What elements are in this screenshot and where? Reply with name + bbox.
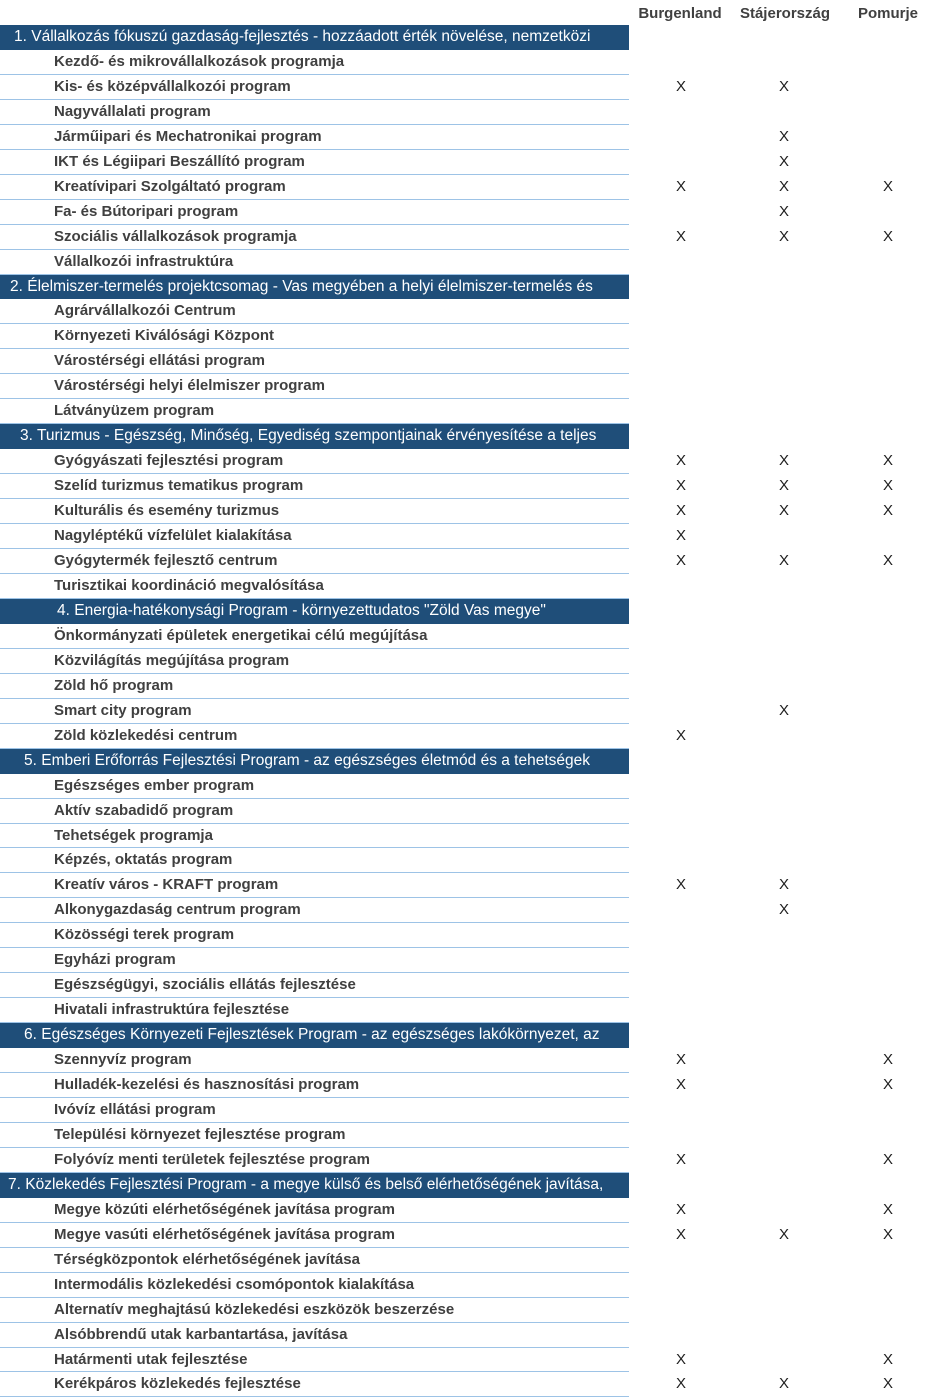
x-mark-burgenland: X bbox=[675, 1350, 686, 1368]
section-title: 4. Energia-hatékonysági Program - környezettudatos "Zöld Vas megye" bbox=[0, 599, 629, 624]
program-label: Hivatali infrastruktúra fejlesztése bbox=[0, 998, 629, 1023]
program-label: Ivóvíz ellátási program bbox=[0, 1098, 629, 1123]
table-row bbox=[0, 574, 941, 599]
program-label: Kreatívipari Szolgáltató program bbox=[0, 175, 629, 200]
table-row bbox=[0, 1198, 941, 1223]
section-header-row bbox=[0, 424, 941, 449]
program-label: Kis- és középvállalkozói program bbox=[0, 75, 629, 100]
x-mark-burgenland: X bbox=[675, 726, 686, 744]
x-mark-stajerorszag: X bbox=[778, 152, 789, 170]
program-label: Kerékpáros közlekedés fejlesztése bbox=[0, 1372, 629, 1397]
table-row bbox=[0, 724, 941, 749]
program-label: Járműipari és Mechatronikai program bbox=[0, 125, 629, 150]
section-title: 7. Közlekedés Fejlesztési Program - a megye külső és belső elérhetőségének javítása, bbox=[0, 1173, 629, 1198]
program-label: Nagyvállalati program bbox=[0, 100, 629, 125]
table-row bbox=[0, 923, 941, 948]
table-row bbox=[0, 1323, 941, 1348]
program-label: Önkormányzati épületek energetikai célú megújítása bbox=[0, 624, 629, 649]
x-mark-stajerorszag: X bbox=[778, 901, 789, 919]
program-label: Határmenti utak fejlesztése bbox=[0, 1348, 629, 1373]
table-row bbox=[0, 1248, 941, 1273]
program-label: Vállalkozói infrastruktúra bbox=[0, 250, 629, 275]
table-row bbox=[0, 374, 941, 399]
table-row bbox=[0, 1372, 941, 1397]
x-mark-stajerorszag: X bbox=[778, 227, 789, 245]
section-header-row bbox=[0, 1023, 941, 1048]
program-label: Várostérségi ellátási program bbox=[0, 349, 629, 374]
table-row bbox=[0, 1048, 941, 1073]
table-row bbox=[0, 200, 941, 225]
program-label: Egészséges ember program bbox=[0, 774, 629, 799]
program-label: IKT és Légiipari Beszállító program bbox=[0, 150, 629, 175]
x-mark-burgenland: X bbox=[675, 1200, 686, 1218]
x-mark-stajerorszag: X bbox=[778, 502, 789, 520]
program-label: Hulladék-kezelési és hasznosítási program bbox=[0, 1073, 629, 1098]
x-mark-pomurje: X bbox=[882, 227, 893, 245]
program-label: Képzés, oktatás program bbox=[0, 848, 629, 873]
x-mark-stajerorszag: X bbox=[778, 1375, 789, 1393]
table-row bbox=[0, 848, 941, 873]
program-label: Kreatív város - KRAFT program bbox=[0, 873, 629, 898]
x-mark-stajerorszag: X bbox=[778, 77, 789, 95]
program-label: Aktív szabadidő program bbox=[0, 799, 629, 824]
x-mark-stajerorszag: X bbox=[778, 701, 789, 719]
x-mark-pomurje: X bbox=[882, 1076, 893, 1094]
x-mark-stajerorszag: X bbox=[778, 127, 789, 145]
x-mark-pomurje: X bbox=[882, 1051, 893, 1069]
x-mark-pomurje: X bbox=[882, 177, 893, 195]
column-header-pomurje: Pomurje bbox=[857, 5, 918, 22]
x-mark-pomurje: X bbox=[882, 1375, 893, 1393]
program-label: Szelíd turizmus tematikus program bbox=[0, 474, 629, 499]
table-row bbox=[0, 225, 941, 250]
program-label: Tehetségek programja bbox=[0, 824, 629, 849]
section-header-row bbox=[0, 1173, 941, 1198]
x-mark-stajerorszag: X bbox=[778, 477, 789, 495]
x-mark-burgenland: X bbox=[675, 77, 686, 95]
table-row bbox=[0, 948, 941, 973]
x-mark-stajerorszag: X bbox=[778, 452, 789, 470]
x-mark-stajerorszag: X bbox=[778, 1225, 789, 1243]
table-row bbox=[0, 175, 941, 200]
program-label: Megye vasúti elérhetőségének javítása program bbox=[0, 1223, 629, 1248]
section-header-row bbox=[0, 599, 941, 624]
table-row bbox=[0, 399, 941, 424]
table-row bbox=[0, 674, 941, 699]
table-row bbox=[0, 349, 941, 374]
program-matrix-table bbox=[0, 25, 941, 1397]
program-label: Szennyvíz program bbox=[0, 1048, 629, 1073]
x-mark-burgenland: X bbox=[675, 452, 686, 470]
x-mark-pomurje: X bbox=[882, 1150, 893, 1168]
table-row bbox=[0, 624, 941, 649]
table-row bbox=[0, 75, 941, 100]
program-label: Folyóvíz menti területek fejlesztése program bbox=[0, 1148, 629, 1173]
table-row bbox=[0, 100, 941, 125]
table-row bbox=[0, 150, 941, 175]
table-row bbox=[0, 774, 941, 799]
column-header-stajerorszag: Stájerország bbox=[739, 5, 831, 22]
program-label: Zöld közlekedési centrum bbox=[0, 724, 629, 749]
table-row bbox=[0, 799, 941, 824]
program-label: Intermodális közlekedési csomópontok kialakítása bbox=[0, 1273, 629, 1298]
program-label: Kulturális és esemény turizmus bbox=[0, 499, 629, 524]
x-mark-burgenland: X bbox=[675, 552, 686, 570]
x-mark-pomurje: X bbox=[882, 552, 893, 570]
table-row bbox=[0, 649, 941, 674]
table-row bbox=[0, 250, 941, 275]
program-label: Turisztikai koordináció megvalósítása bbox=[0, 574, 629, 599]
x-mark-burgenland: X bbox=[675, 1375, 686, 1393]
program-label: Kezdő- és mikrovállalkozások programja bbox=[0, 50, 629, 75]
table-row bbox=[0, 898, 941, 923]
table-row bbox=[0, 449, 941, 474]
program-label: Látványüzem program bbox=[0, 399, 629, 424]
x-mark-burgenland: X bbox=[675, 527, 686, 545]
program-label: Agrárvállalkozói Centrum bbox=[0, 299, 629, 324]
program-label: Zöld hő program bbox=[0, 674, 629, 699]
table-row bbox=[0, 1223, 941, 1248]
table-row bbox=[0, 873, 941, 898]
table-row bbox=[0, 1148, 941, 1173]
program-label: Alkonygazdaság centrum program bbox=[0, 898, 629, 923]
x-mark-pomurje: X bbox=[882, 502, 893, 520]
table-row bbox=[0, 50, 941, 75]
x-mark-pomurje: X bbox=[882, 452, 893, 470]
x-mark-burgenland: X bbox=[675, 1076, 686, 1094]
table-row bbox=[0, 499, 941, 524]
section-title: 2. Élelmiszer-termelés projektcsomag - Vas megyében a helyi élelmiszer-termelés és bbox=[0, 275, 629, 300]
program-label: Megye közúti elérhetőségének javítása program bbox=[0, 1198, 629, 1223]
table-row bbox=[0, 324, 941, 349]
table-row bbox=[0, 1348, 941, 1373]
program-label: Szociális vállalkozások programja bbox=[0, 225, 629, 250]
x-mark-pomurje: X bbox=[882, 1200, 893, 1218]
column-header-burgenland: Burgenland bbox=[638, 5, 722, 22]
table-row bbox=[0, 824, 941, 849]
section-header-row bbox=[0, 275, 941, 300]
program-label: Nagyléptékű vízfelület kialakítása bbox=[0, 524, 629, 549]
program-label: Közvilágítás megújítása program bbox=[0, 649, 629, 674]
program-label: Környezeti Kiválósági Központ bbox=[0, 324, 629, 349]
table-row bbox=[0, 474, 941, 499]
table-row bbox=[0, 973, 941, 998]
table-row bbox=[0, 299, 941, 324]
table-row bbox=[0, 1298, 941, 1323]
x-mark-stajerorszag: X bbox=[778, 202, 789, 220]
x-mark-burgenland: X bbox=[675, 227, 686, 245]
x-mark-burgenland: X bbox=[675, 477, 686, 495]
section-header-row bbox=[0, 25, 941, 50]
x-mark-stajerorszag: X bbox=[778, 552, 789, 570]
x-mark-burgenland: X bbox=[675, 876, 686, 894]
x-mark-stajerorszag: X bbox=[778, 876, 789, 894]
x-mark-burgenland: X bbox=[675, 177, 686, 195]
program-label: Közösségi terek program bbox=[0, 923, 629, 948]
table-row bbox=[0, 1123, 941, 1148]
table-row bbox=[0, 1073, 941, 1098]
section-header-row bbox=[0, 749, 941, 774]
x-mark-stajerorszag: X bbox=[778, 177, 789, 195]
table-row bbox=[0, 549, 941, 574]
x-mark-pomurje: X bbox=[882, 1350, 893, 1368]
x-mark-burgenland: X bbox=[675, 502, 686, 520]
table-row bbox=[0, 1098, 941, 1123]
table-row bbox=[0, 524, 941, 549]
x-mark-pomurje: X bbox=[882, 1225, 893, 1243]
table-row bbox=[0, 998, 941, 1023]
program-label: Térségközpontok elérhetőségének javítása bbox=[0, 1248, 629, 1273]
section-title: 5. Emberi Erőforrás Fejlesztési Program - az egészséges életmód és a tehetségek bbox=[0, 749, 629, 774]
x-mark-burgenland: X bbox=[675, 1225, 686, 1243]
section-title: 6. Egészséges Környezeti Fejlesztések Program - az egészséges lakókörnyezet, az bbox=[0, 1023, 629, 1048]
table-row bbox=[0, 125, 941, 150]
section-title: 3. Turizmus - Egészség, Minőség, Egyediség szempontjainak érvényesítése a teljes bbox=[0, 424, 629, 449]
program-label: Egyházi program bbox=[0, 948, 629, 973]
section-title: 1. Vállalkozás fókuszú gazdaság-fejlesztés - hozzáadott érték növelése, nemzetközi bbox=[0, 25, 629, 50]
table-row bbox=[0, 699, 941, 724]
program-label: Fa- és Bútoripari program bbox=[0, 200, 629, 225]
x-mark-burgenland: X bbox=[675, 1051, 686, 1069]
x-mark-pomurje: X bbox=[882, 477, 893, 495]
program-label: Gyógytermék fejlesztő centrum bbox=[0, 549, 629, 574]
program-label: Egészségügyi, szociális ellátás fejlesztése bbox=[0, 973, 629, 998]
program-label: Smart city program bbox=[0, 699, 629, 724]
program-label: Települési környezet fejlesztése program bbox=[0, 1123, 629, 1148]
table-row bbox=[0, 1273, 941, 1298]
program-label: Alternatív meghajtású közlekedési eszközök beszerzése bbox=[0, 1298, 629, 1323]
program-label: Várostérségi helyi élelmiszer program bbox=[0, 374, 629, 399]
program-label: Gyógyászati fejlesztési program bbox=[0, 449, 629, 474]
x-mark-burgenland: X bbox=[675, 1150, 686, 1168]
program-label: Alsóbbrendű utak karbantartása, javítása bbox=[0, 1323, 629, 1348]
